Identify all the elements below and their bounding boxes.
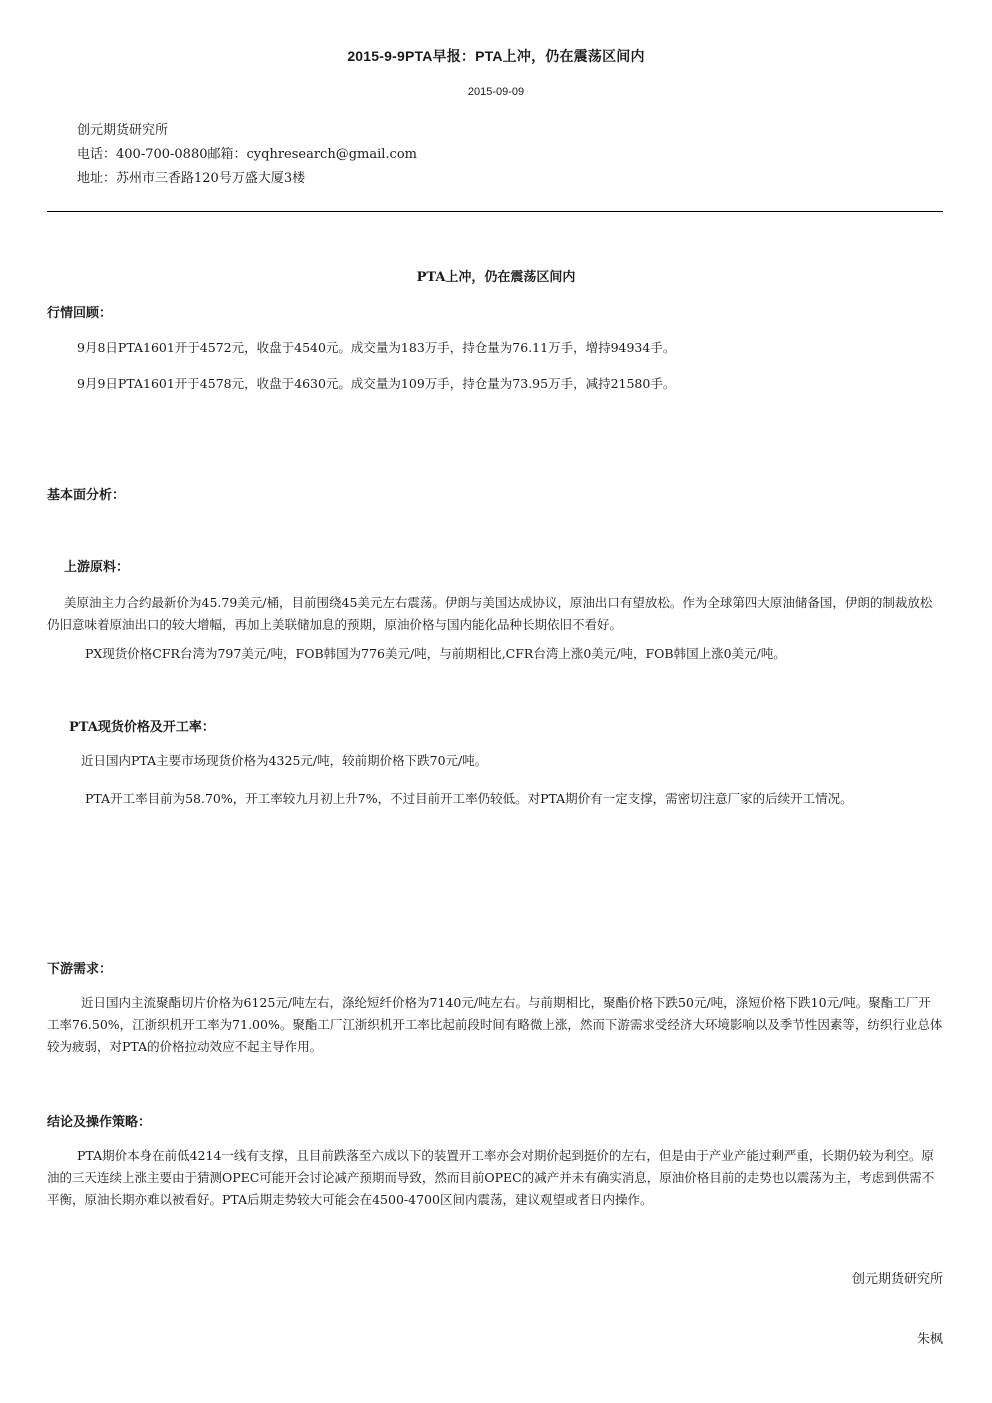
fundamentals-heading: 基本面分析： (47, 488, 126, 503)
institute-name: 创元期货研究所 (77, 123, 169, 138)
report-title: 2015-9-9PTA早报：PTA上冲，仍在震荡区间内 (347, 48, 645, 64)
signature-author: 朱枫 (916, 1332, 943, 1347)
signature-institute: 创元期货研究所 (851, 1272, 943, 1287)
spot-paragraph-2: PTA开工率目前为58.70%，开工率较九月初上升7%，不过目前开工率仍较低。对PTA期价有一定支撑，需密切注意厂家的后续开工情况。 (85, 791, 853, 806)
upstream-paragraph-1: 美原油主力合约最新价为45.79美元/桶，目前围绕45美元左右震荡。伊朗与美国达成协议，原油出口有望放松。作为全球第四大原油储备国，伊朗的制裁放松仍旧意味着原油出口的较大增幅，再加上美联储加息的预期，原油价格与国内能化品种长期依旧不看好。 (47, 595, 933, 632)
market-review-paragraph-2: 9月9日PTA1601开于4578元，收盘于4630元。成交量为109万手，持仓量为73.95万手，减持21580手。 (77, 376, 676, 391)
market-review-heading: 行情回顾： (47, 306, 113, 321)
upstream-heading: 上游原料： (64, 560, 130, 575)
downstream-paragraph: 近日国内主流聚酯切片价格为6125元/吨左右，涤纶短纤价格为7140元/吨左右。与前期相比，聚酯价格下跌50元/吨，涤短价格下跌10元/吨。聚酯工厂开工率76.50%，江浙织机开工率为71.00%。聚酯工厂江浙织机开工率比起前段时间有略微上涨，然而下游需求受经济大环境影响以及季节性因素等，纺织行业总体较为疲弱，对PTA的价格拉动效应不起主导作用。 (47, 995, 943, 1054)
upstream-paragraph-2: PX现货价格CFR台湾为797美元/吨，FOB韩国为776美元/吨，与前期相比,CFR台湾上涨0美元/吨，FOB韩国上涨0美元/吨。 (85, 646, 786, 661)
conclusion-paragraph: PTA期价本身在前低4214一线有支撑，且目前跌落至六成以下的装置开工率亦会对期价起到挺价的左右，但是由于产业产能过剩严重，长期仍较为利空。原油的三天连续上涨主要由于猜测OPEC可能开会讨论减产预期而导致，然而目前OPEC的减产并未有确实消息，原油价格目前的走势也以震荡为主，考虑到供需不平衡，原油长期亦难以被看好。PTA后期走势较大可能会在4500-4700区间内震荡，建议观望或者日内操作。 (47, 1148, 935, 1207)
report-date: 2015-09-09 (467, 86, 525, 98)
contact-info: 电话：400-700-0880邮箱：cyqhresearch@gmail.com (77, 147, 417, 162)
address-info: 地址：苏州市三香路120号万盛大厦3楼 (77, 171, 306, 186)
spot-heading: PTA现货价格及开工率： (69, 720, 215, 735)
header-divider (47, 211, 943, 212)
downstream-heading: 下游需求： (47, 962, 113, 977)
spot-paragraph-1: 近日国内PTA主要市场现货价格为4325元/吨，较前期价格下跌70元/吨。 (81, 753, 488, 768)
conclusion-heading: 结论及操作策略： (47, 1115, 152, 1130)
market-review-paragraph-1: 9月8日PTA1601开于4572元，收盘于4540元。成交量为183万手，持仓量为76.11万手，增持94934手。 (77, 340, 676, 355)
report-subtitle: PTA上冲，仍在震荡区间内 (416, 270, 576, 285)
